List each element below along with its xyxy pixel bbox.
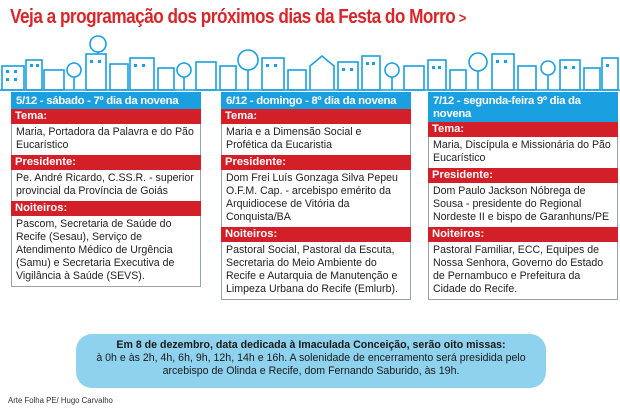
tema-text: Maria, Portadora da Palavra e do Pão Eucarístico (11, 124, 201, 155)
tema-text: Maria e a Dimensão Social e Profética da Eucaristia (221, 124, 411, 155)
presidente-text: Pe. André Ricardo, C.SS.R. - superior provincial da Província de Goiás (11, 170, 201, 201)
mass-schedule-notice (76, 334, 546, 388)
city-skyline-illustration (0, 30, 620, 94)
page-headline (10, 6, 526, 32)
noiteiros-label: Noiteiros: (221, 227, 411, 242)
tema-label: Tema: (428, 122, 618, 137)
tema-label: Tema: (221, 109, 411, 124)
notice-body: à 0h e às 2h, 4h, 6h, 9h, 12h, 14h e 16h. A solenidade de encerramento será presidida pelo arcebispo de Olinda e Recife, dom Fernando Saburido, às 19h. (96, 352, 526, 377)
presidente-label: Presidente: (221, 155, 411, 170)
noiteiros-label: Noiteiros: (428, 227, 618, 242)
presidente-label: Presidente: (428, 168, 618, 183)
noiteiros-label: Noiteiros: (11, 201, 201, 216)
notice-lead: Em 8 de dezembro, data dedicada à Imaculada Conceição, serão oito missas: (116, 339, 506, 351)
day-header: 6/12 - domingo - 8º dia da novena (221, 92, 411, 109)
day-header: 7/12 - segunda-feira 9º dia da novena (428, 92, 618, 122)
tema-label: Tema: (11, 109, 201, 124)
presidente-text: Dom Frei Luís Gonzaga Silva Pepeu O.F.M. Cap. - arcebispo emérito da Arquidiocese de Vitória da Conquista/BA (221, 170, 411, 227)
art-credit: Arte Folha PE/ Hugo Carvalho (8, 396, 113, 405)
schedule-column-day-7 (428, 92, 618, 300)
headline-arrow: > (458, 10, 466, 27)
noiteiros-text: Pastoral Social, Pastoral da Escuta, Secretaria do Meio Ambiente do Recife e Autarquia de Manutenção e Limpeza Urbana do Recife (Emlurb). (221, 242, 411, 300)
noiteiros-text: Pascom, Secretaria de Saúde do Recife (Sesau), Serviço de Atendimento Médico de Urgência (Samu) e Secretaria Executiva de Vigilância à Saúde (SEVS). (11, 216, 201, 287)
headline-text: Veja a programação dos próximos dias da Festa do Morro (10, 6, 456, 28)
presidente-label: Presidente: (11, 155, 201, 170)
tema-text: Maria, Discípula e Missionária do Pão Eucarístico (428, 137, 618, 168)
presidente-text: Dom Paulo Jackson Nóbrega de Sousa - presidente do Regional Nordeste II e bispo de Garanhuns/PE (428, 183, 618, 227)
schedule-column-day-6 (221, 92, 411, 300)
day-header: 5/12 - sábado - 7º dia da novena (11, 92, 201, 109)
schedule-column-day-5 (11, 92, 201, 287)
noiteiros-text: Pastoral Familiar, ECC, Equipes de Nossa Senhora, Governo do Estado de Pernambuco e Prefeitura da Cidade do Recife. (428, 242, 618, 300)
